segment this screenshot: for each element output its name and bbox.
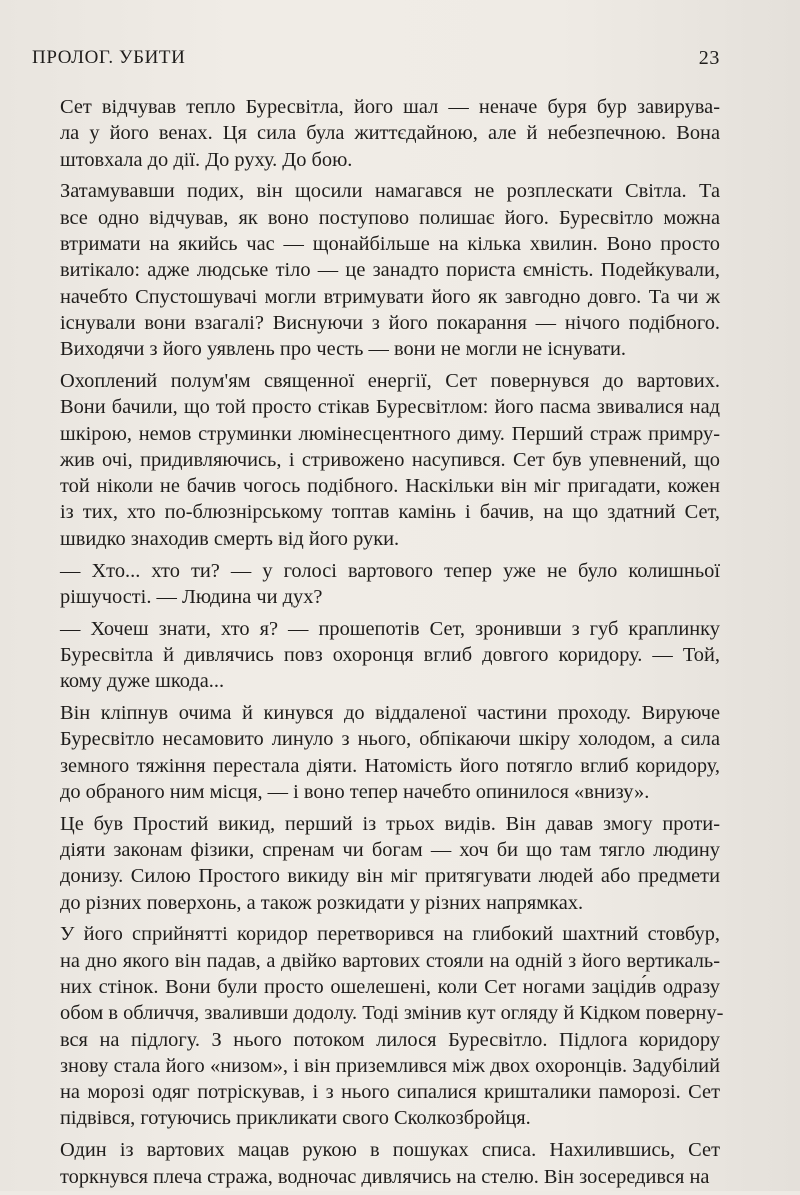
- chapter-title: ПРОЛОГ. УБИТИ: [32, 47, 186, 68]
- text-line: існували вони взагалі? Виснуючи з його покарання — нічого подібного.: [60, 311, 720, 334]
- text-line: той ніколи не бачив чогось подібного. Наскільки він міг пригадати, кожен: [60, 475, 720, 498]
- text-line: начебто Спустошувачі могли втримувати його як завгодно довго. Та чи ж: [60, 285, 720, 308]
- text-line: Буресвітло несамовито линуло з нього, обпікаючи шкіру холодом, а сила: [60, 728, 720, 751]
- paragraph: [60, 616, 720, 695]
- body-text: [60, 94, 724, 1195]
- text-line: на дно якого він падав, а двійко вартових стояли на одній з його вертикаль-: [60, 949, 720, 972]
- text-line: на морозі одяг потріскував, і з нього сипалися кришталики паморозі. Сет: [60, 1081, 720, 1104]
- paragraph: [60, 811, 720, 916]
- text-line: вся на підлогу. З нього потоком лилося Буресвітло. Підлога коридору: [60, 1028, 720, 1051]
- text-line: до обраного ним місця, — і воно тепер начебто опинилося «внизу».: [60, 780, 650, 803]
- text-line: торкнувся плеча стража, водночас дивлячись на стелю. Він зосередився на: [60, 1165, 710, 1188]
- text-line: діяти законам фізики, спренам чи богам — хоч би що там тягло людину: [60, 839, 720, 862]
- text-line: земного тяжіння перестала діяти. Натомість його потягло вглиб коридору,: [60, 754, 720, 777]
- text-line: шкірою, немов струминки люмінесцентного диму. Перший страж примру-: [60, 422, 720, 445]
- paragraph: [60, 921, 724, 1131]
- paragraph: [60, 178, 720, 362]
- text-line: У його сприйнятті коридор перетворився на глибокий шахтний стовбур,: [60, 923, 720, 946]
- text-line: Сет відчував тепло Буресвітла, його шал — неначе буря бур завирува-: [60, 96, 720, 118]
- text-line: штовхала до дії. До руху. До бою.: [60, 148, 353, 171]
- text-line: жив очі, придивляючись, і стривожено насупився. Сет був упевнений, що: [60, 448, 720, 471]
- text-line: Один із вартових мацав рукою в пошуках списа. Нахилившись, Сет: [60, 1139, 720, 1162]
- text-line: Вони бачили, що той просто стікав Буресвітлом: його пасма звивалися над: [60, 396, 720, 419]
- text-line: донизу. Силою Простого викиду він міг притягувати людей або предмети: [60, 865, 720, 888]
- page-number: 23: [698, 47, 720, 69]
- running-head: [32, 47, 720, 75]
- text-line: них стінок. Вони були просто ошелешені, коли Сет ногами заціди́в одразу: [60, 976, 720, 998]
- text-line: обом в обличчя, зваливши додолу. Тоді змінив кут огляду й Кідком поверну-: [60, 1002, 724, 1025]
- text-line: Затамувавши подих, він щосили намагався не розплескати Світла. Та: [60, 180, 720, 203]
- text-line: — Хочеш знати, хто я? — прошепотів Сет, зронивши з губ краплинку: [60, 617, 720, 640]
- text-line: підвівся, готуючись прикликати свого Сколкозбройця.: [60, 1107, 531, 1130]
- text-line: Охоплений полум'ям священної енергії, Сет повернувся до вартових.: [60, 369, 720, 392]
- paragraph: [60, 558, 720, 611]
- text-line: до різних поверхонь, а також розкидати у різних напрямках.: [60, 891, 584, 914]
- text-line: швидко знаходив смерть від його руки.: [60, 527, 400, 550]
- paragraph: [60, 94, 720, 173]
- text-line: Буресвітла й дивлячись повз охоронця вглиб довгого коридору. — Той,: [60, 643, 720, 666]
- text-line: кому дуже шкода...: [60, 670, 225, 693]
- paragraph: [60, 368, 720, 552]
- text-line: Виходячи з його уявлень про честь — вони не могли не існувати.: [60, 338, 626, 361]
- text-line: втримати на якийсь час — щонайбільше на кілька хвилин. Воно просто: [60, 232, 720, 255]
- text-line: все одно відчував, як воно поступово полишає його. Буресвітло можна: [60, 206, 720, 229]
- text-line: Це був Простий викид, перший із трьох видів. Він давав змогу проти-: [60, 812, 720, 835]
- text-line: — Хто... хто ти? — у голосі вартового тепер уже не було колишньої: [60, 559, 720, 582]
- text-line: ла у його венах. Ця сила була життєдайною, але й небезпечною. Вона: [60, 122, 720, 145]
- text-line: знову стала його «низом», і він приземлився між двох охоронців. Задубілий: [60, 1054, 720, 1077]
- text-line: витікало: адже людське тіло — це занадто пориста ємність. Подейкували,: [60, 259, 720, 282]
- text-line: із тих, хто по-блюзнірському топтав камінь і бачив, на що здатний Сет,: [60, 501, 720, 524]
- text-line: Він кліпнув очима й кинувся до віддаленої частини проходу. Вируюче: [60, 702, 720, 725]
- paragraph: [60, 1137, 720, 1190]
- text-line: рішучості. — Людина чи дух?: [60, 585, 323, 608]
- paragraph: [60, 700, 720, 805]
